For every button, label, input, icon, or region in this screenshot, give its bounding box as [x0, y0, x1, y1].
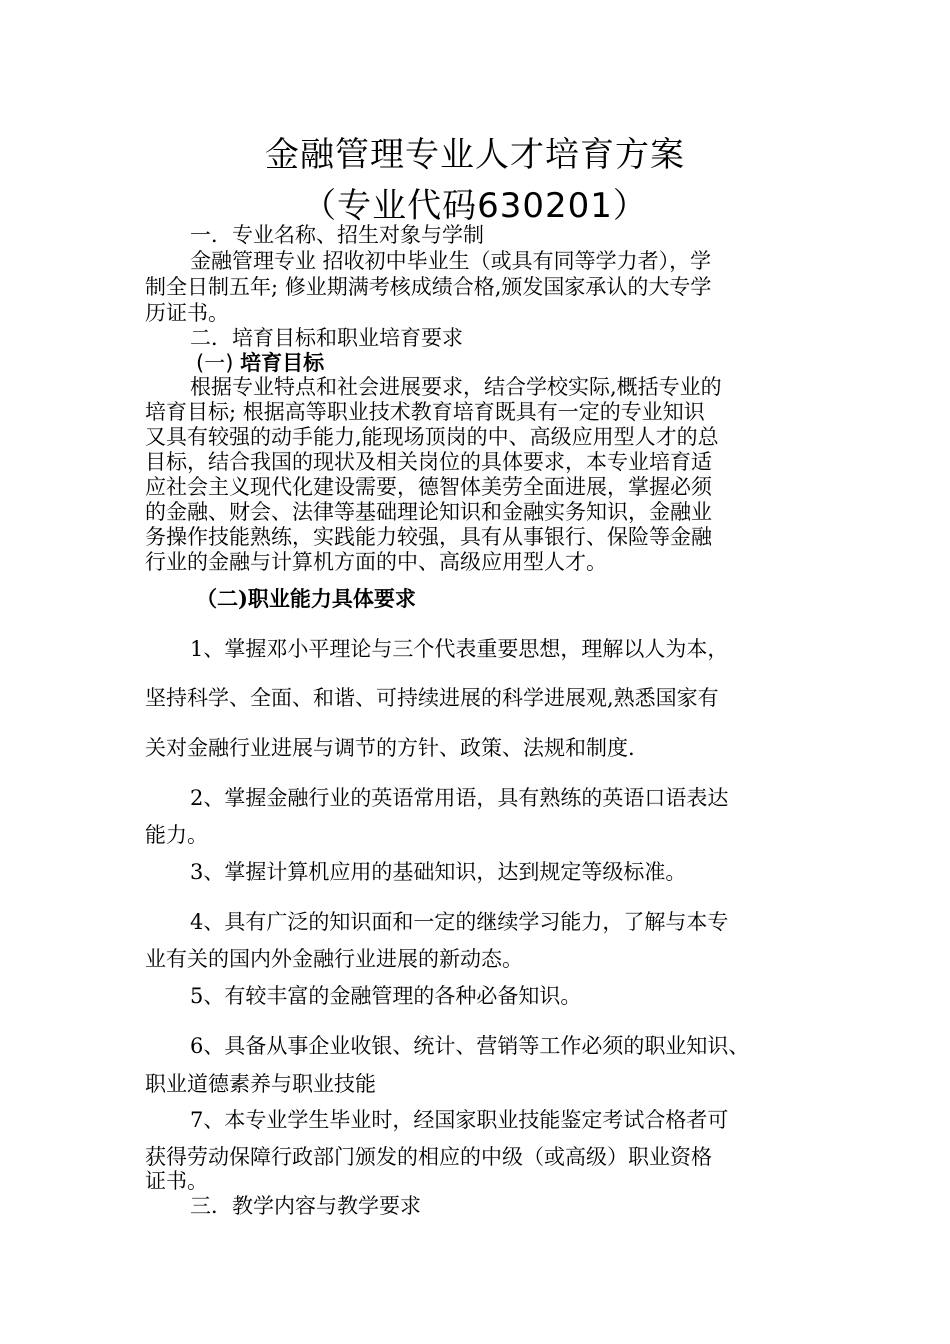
section-3-heading: 三．教学内容与教学要求	[190, 1194, 421, 1218]
paragraph-line: 历证书。	[145, 301, 229, 325]
document-title: 金融管理专业人才培育方案	[265, 135, 685, 175]
subsection-label: 培育目标	[240, 350, 325, 375]
paragraph-line: 制全日制五年; 修业期满考核成绩合格,颁发国家承认的大专学	[145, 275, 712, 299]
list-item-line: 6、具备从事企业收银、统计、营销等工作必须的职业知识、	[190, 1034, 750, 1058]
list-item-line: 坚持科学、全面、和谐、可持续进展的科学进展观,熟悉国家有	[145, 686, 719, 710]
list-item-line: 业有关的国内外金融行业进展的新动态。	[145, 947, 523, 971]
list-item-line: 关对金融行业进展与调节的方针、政策、法规和制度.	[145, 736, 635, 760]
list-item-line: 2、掌握金融行业的英语常用语，具有熟练的英语口语表达	[190, 786, 729, 810]
section-2-heading: 二．培育目标和职业培育要求	[190, 326, 463, 350]
paragraph-line: 行业的金融与计算机方面的中、高级应用型人才。	[145, 550, 607, 574]
list-item-line: 4、具有广泛的知识面和一定的继续学习能力，了解与本专	[190, 910, 729, 934]
list-item-line: 职业道德素养与职业技能	[145, 1072, 376, 1096]
list-item-line: 1、掌握邓小平理论与三个代表重要思想，理解以人为本，	[190, 637, 729, 661]
paragraph-line: 根据专业特点和社会进展要求，结合学校实际,概括专业的	[190, 375, 722, 399]
subsection-heading	[196, 351, 324, 375]
list-item-line: 获得劳动保障行政部门颁发的相应的中级（或高级）职业资格	[145, 1145, 712, 1169]
paragraph-line: 务操作技能熟练，实践能力较强，具有从事银行、保险等金融	[145, 525, 712, 549]
list-item-line: 3、掌握计算机应用的基础知识，达到规定等级标准。	[190, 860, 687, 884]
paragraph-line: 的金融、财会、法律等基础理论知识和金融实务知识，金融业	[145, 500, 712, 524]
subsection-heading: （二)职业能力具体要求	[196, 586, 416, 611]
section-1-heading: 一．专业名称、招生对象与学制	[190, 223, 484, 247]
paragraph-line: 应社会主义现代化建设需要，德智体美劳全面进展，掌握必须	[145, 475, 712, 499]
paragraph-line: 金融管理专业 招收初中毕业生（或具有同等学力者），学	[190, 249, 712, 273]
paragraph-line: 培育目标; 根据高等职业技术教育培育既具有一定的专业知识	[145, 400, 705, 424]
paragraph-line: 又具有较强的动手能力,能现场顶岗的中、高级应用型人才的总	[145, 425, 719, 449]
paragraph-line: 目标，结合我国的现状及相关岗位的具体要求，本专业培育适	[145, 450, 712, 474]
program-code: （专业代码630201）	[302, 186, 648, 226]
list-item-line: 5、有较丰富的金融管理的各种必备知识。	[190, 984, 582, 1008]
subsection-marker: (一)	[196, 351, 234, 375]
list-item-line: 7、本专业学生毕业时，经国家职业技能鉴定考试合格者可	[190, 1108, 729, 1132]
list-item-line: 能力。	[145, 823, 208, 847]
list-item-line: 证书。	[145, 1169, 208, 1193]
